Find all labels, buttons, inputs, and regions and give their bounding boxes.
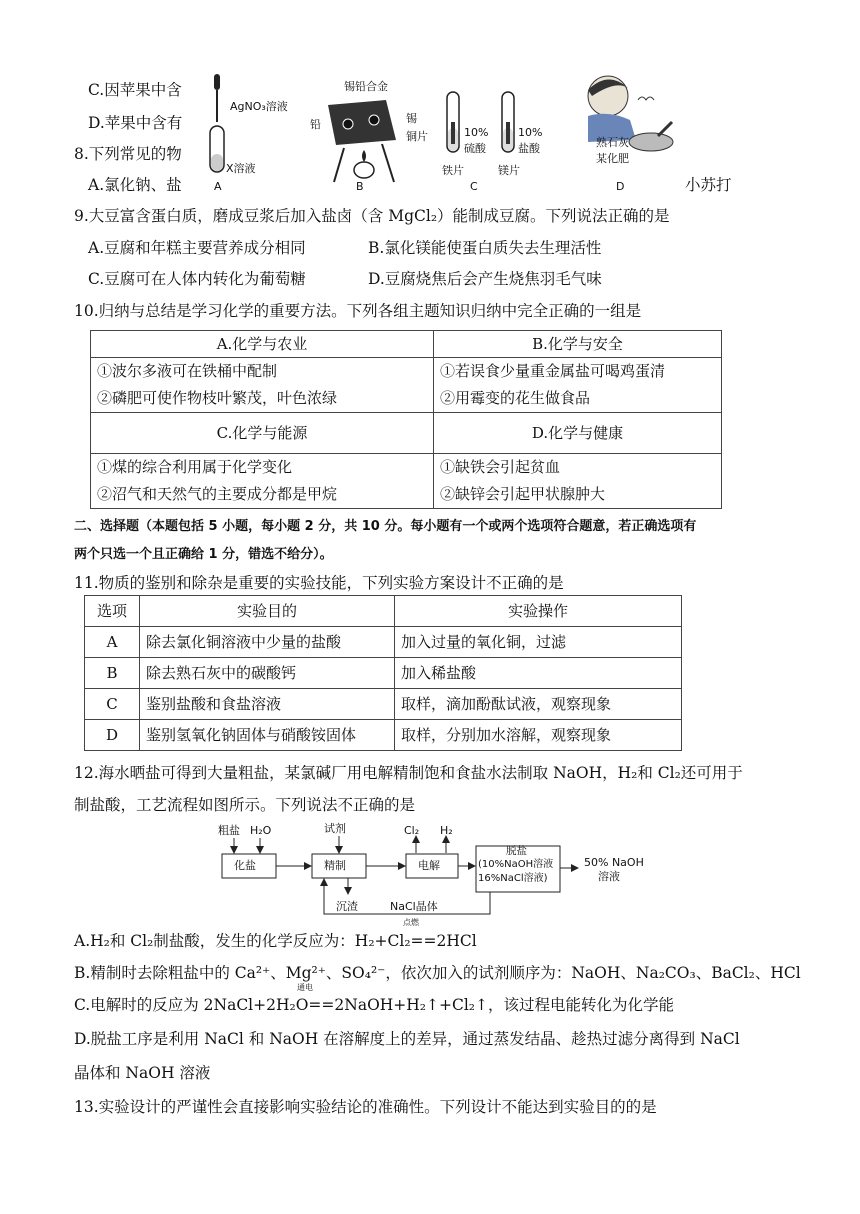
flow-slag: 沉渣 <box>336 900 358 913</box>
q12-option-b: B.精制时去除粗盐中的 Ca²⁺、Mg²⁺、SO₄²⁻，依次加入的试剂顺序为：NaOH、Na₂CO₃、BaCl₂、HCl <box>74 964 801 982</box>
q11-row-option: D <box>85 720 140 751</box>
fig-a-label: A <box>214 180 222 193</box>
q10-c-items <box>91 454 434 509</box>
fig-c-label: C <box>470 180 478 193</box>
q9-option-c: C.豆腐可在人体内转化为葡萄糖 <box>88 270 306 288</box>
q11-row-option: B <box>85 658 140 689</box>
q11-row-purpose: 除去熟石灰中的碳酸钙 <box>140 658 395 689</box>
figure-b-apparatus <box>328 100 396 182</box>
q12-option-c: C.电解时的反应为 2NaCl+2H₂O==2NaOH+H₂↑+Cl₂↑，该过程电能转化为化学能 <box>74 996 675 1014</box>
fig-a-reagent: AgNO₃溶液 <box>230 100 288 113</box>
q11-row-operation: 加入稀盐酸 <box>395 658 682 689</box>
flow-box1: 化盐 <box>234 859 256 872</box>
flow-box4-l2: (10%NaOH溶液 <box>478 859 554 870</box>
flow-out-l1: 50% NaOH <box>584 856 644 869</box>
q10-table <box>90 330 722 509</box>
q10-b-items <box>434 358 722 413</box>
q12-stem-line2: 制盐酸，工艺流程如图所示。下列说法不正确的是 <box>74 796 416 814</box>
fig-b-copper: 铜片 <box>406 130 428 143</box>
q11-row-option: C <box>85 689 140 720</box>
q12-stem-line1: 12.海水晒盐可得到大量粗盐，某氯碱厂用电解精制饱和食盐水法制取 NaOH，H₂和 Cl₂还可用于 <box>74 764 743 782</box>
fig-b-lead: 铅 <box>310 118 321 131</box>
q12-option-d-line2: 晶体和 NaOH 溶液 <box>74 1064 211 1082</box>
flow-reagent: 试剂 <box>324 822 346 835</box>
q12-option-d-line1: D.脱盐工序是利用 NaCl 和 NaOH 在溶解度上的差异，通过蒸发结晶、趁热过滤分离得到 NaCl <box>74 1030 740 1048</box>
q10-a1: ①波尔多液可在铁桶中配制 <box>97 362 278 380</box>
q8-option-d-tail: 小苏打 <box>685 176 732 194</box>
table-row <box>85 689 682 720</box>
table-row <box>85 658 682 689</box>
flow-box4-l3: 16%NaCl溶液) <box>478 873 548 884</box>
q10-a-title: A.化学与农业 <box>91 331 434 358</box>
q10-b-title: B.化学与安全 <box>434 331 722 358</box>
flow-box4-l1: 脱盐 <box>506 845 527 857</box>
q12-option-c-condition: 通电 <box>297 983 313 992</box>
fig-d-label: D <box>616 180 625 193</box>
flow-in2: H₂O <box>250 824 272 837</box>
q11-row-purpose: 除去氯化铜溶液中少量的盐酸 <box>140 627 395 658</box>
q7-option-d: D.苹果中含有 <box>88 114 183 132</box>
fig-d-text2: 某化肥 <box>596 152 629 165</box>
fig-c-acid1-pct: 10% <box>464 126 489 139</box>
q10-c1: ①煤的综合利用属于化学变化 <box>97 458 293 476</box>
q11-row-option: A <box>85 627 140 658</box>
table-row <box>85 720 682 751</box>
q11-header-operation: 实验操作 <box>395 596 682 627</box>
q11-row-purpose: 鉴别盐酸和食盐溶液 <box>140 689 395 720</box>
fig-c-acid2-pct: 10% <box>518 126 543 139</box>
flow-cl2: Cl₂ <box>404 824 420 837</box>
q11-table <box>84 595 682 751</box>
q12-flow-diagram <box>214 816 654 920</box>
fig-b-tin: 锡 <box>406 112 417 125</box>
q9-stem: 9.大豆富含蛋白质，磨成豆浆后加入盐卤（含 MgCl₂）能制成豆腐。下列说法正确的是 <box>74 207 670 225</box>
q8-option-a: A.氯化钠、盐 <box>88 176 182 194</box>
figure-a-tubes <box>210 74 224 172</box>
q10-d-items <box>434 454 722 509</box>
q10-a2: ②磷肥可使作物枝叶繁茂，叶色浓绿 <box>97 389 338 407</box>
flow-box2: 精制 <box>324 859 346 872</box>
q10-c-title: C.化学与能源 <box>91 413 434 454</box>
q10-d-title: D.化学与健康 <box>434 413 722 454</box>
q9-option-a: A.豆腐和年糕主要营养成分相同 <box>88 239 306 257</box>
flow-in1: 粗盐 <box>218 824 240 837</box>
q10-d2: ②缺锌会引起甲状腺肿大 <box>440 485 606 503</box>
fig-c-metal2: 镁片 <box>498 164 520 177</box>
q10-a-items <box>91 358 434 413</box>
fig-c-metal1: 铁片 <box>442 164 464 177</box>
section2-line2: 两个只选一个且正确给 1 分，错选不给分）。 <box>74 547 333 562</box>
q10-c2: ②沼气和天然气的主要成分都是甲烷 <box>97 485 338 503</box>
q11-header-option: 选项 <box>85 596 140 627</box>
q11-row-operation: 取样，滴加酚酞试液，观察现象 <box>395 689 682 720</box>
q8-figure <box>196 70 676 198</box>
flow-out-l2: 溶液 <box>598 870 620 883</box>
q9-option-d: D.豆腐烧焦后会产生烧焦羽毛气味 <box>368 270 602 288</box>
q13-stem: 13.实验设计的严谨性会直接影响实验结论的准确性。下列设计不能达到实验目的的是 <box>74 1098 657 1116</box>
q10-b1: ①若误食少量重金属盐可喝鸡蛋清 <box>440 362 666 380</box>
flow-h2: H₂ <box>440 824 453 837</box>
fig-b-alloy: 锡铅合金 <box>344 80 388 93</box>
q12-option-a: A.H₂和 Cl₂制盐酸，发生的化学反应为：H₂+Cl₂==2HCl <box>74 932 477 950</box>
q11-header-purpose: 实验目的 <box>140 596 395 627</box>
q10-d1: ①缺铁会引起贫血 <box>440 458 561 476</box>
q11-row-operation: 加入过量的氧化铜，过滤 <box>395 627 682 658</box>
q8-stem: 8.下列常见的物 <box>74 145 182 163</box>
flow-box3: 电解 <box>418 859 440 872</box>
q11-row-operation: 取样，分别加水溶解，观察现象 <box>395 720 682 751</box>
fig-a-solution: X溶液 <box>226 162 256 175</box>
section2-line1: 二、选择题（本题包括 5 小题，每小题 2 分，共 10 分。每小题有一个或两个选项符合题意，若正确选项有 <box>74 519 697 534</box>
fig-c-acid2: 盐酸 <box>518 142 540 155</box>
fig-d-text1: 熟石灰 <box>596 136 629 149</box>
q11-row-purpose: 鉴别氢氧化钠固体与硝酸铵固体 <box>140 720 395 751</box>
fig-b-label: B <box>356 180 364 193</box>
q10-b2: ②用霉变的花生做食品 <box>440 389 591 407</box>
q10-stem: 10.归纳与总结是学习化学的重要方法。下列各组主题知识归纳中完全正确的一组是 <box>74 302 642 320</box>
q9-option-b: B.氯化镁能使蛋白质失去生理活性 <box>368 239 602 257</box>
flow-crystal: NaCl晶体 <box>390 900 438 913</box>
q7-option-c: C.因苹果中含 <box>88 81 182 99</box>
q11-stem: 11.物质的鉴别和除杂是重要的实验技能，下列实验方案设计不正确的是 <box>74 574 564 592</box>
q12-option-a-condition: 点燃 <box>403 918 419 927</box>
fig-c-acid1: 硫酸 <box>464 142 486 155</box>
table-row <box>85 627 682 658</box>
